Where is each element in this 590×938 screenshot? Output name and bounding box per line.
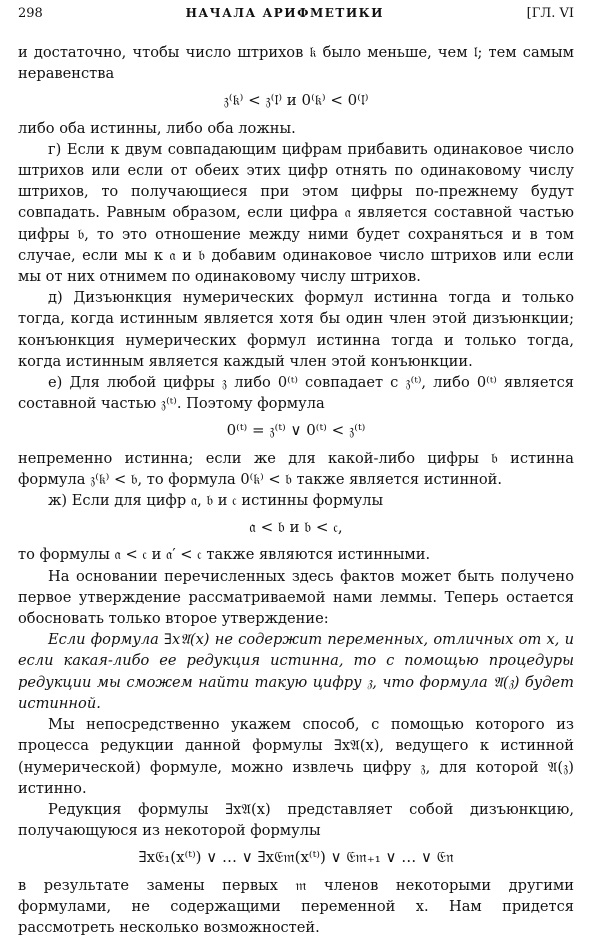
- paragraph: Мы непосредственно укажем способ, с помощью которого из процесса редукции данной формулы ∃x𝔄(x), ведущего к истинной (нумерической) формуле, можно извлечь цифру 𝔷, для которой 𝔄(𝔷) истинно.: [18, 716, 574, 797]
- page: [18, 6, 574, 938]
- paragraph: либо оба истинны, либо оба ложны.: [18, 119, 296, 137]
- paragraph: На основании перечисленных здесь фактов может быть получено первое утверждение рассматриваемой нами леммы. Теперь остается обосновать только второе утверждение:: [18, 567, 574, 628]
- paragraph: непременно истинна; если же для какой-либо цифры 𝔟 истинна формула 𝔷⁽𝔨⁾ < 𝔟, то формула 0⁽𝔨⁾ < 𝔟 также является истинной.: [18, 449, 574, 488]
- formula: 𝔷⁽𝔨⁾ < 𝔷⁽𝔩⁾ и 0⁽𝔨⁾ < 0⁽𝔩⁾: [223, 91, 369, 110]
- paragraph: и достаточно, чтобы число штрихов 𝔨 было меньше, чем 𝔩; тем самым неравенства: [18, 44, 574, 83]
- paragraph: ж) Если для цифр 𝔞, 𝔟 и 𝔠 истинны формулы: [48, 492, 384, 510]
- page-number: 298: [18, 6, 43, 21]
- paragraph: то формулы 𝔞 < 𝔠 и 𝔞′ < 𝔠 также являются истинными.: [18, 546, 431, 564]
- paragraph: Редукция формулы ∃x𝔄(x) представляет собой дизъюнкцию, получающуюся из некоторой формулы: [18, 800, 574, 840]
- paragraph: в результате замены первых 𝔪 членов некоторыми другими формулами, не содержащими переменной x. Нам придется рассмотреть несколько возможностей.: [18, 876, 574, 936]
- running-title: НАЧАЛА АРИФМЕТИКИ: [185, 6, 384, 20]
- paragraph: г) Если к двум совпадающим цифрам прибавить одинаковое число штрихов или если от обеих этих цифр отнять по одинаковому числу штрихов, то получающиеся при этом цифры по-прежнему будут совпадать. Равным образом, если цифра 𝔞 является составной частью цифры 𝔟, то это отношение между ними будет сохраняться и в том случае, если мы к 𝔞 и 𝔟 добавим одинаковое число штрихов или если мы от них отнимем по одинаковому числу штрихов.: [18, 140, 574, 286]
- formula: 𝔞 < 𝔟 и 𝔟 < 𝔠,: [249, 518, 343, 537]
- formula: ∃x𝔈₁(x⁽ᵗ⁾) ∨ … ∨ ∃x𝔈𝔪(x⁽ᵗ⁾) ∨ 𝔈𝔪₊₁ ∨ … ∨ 𝔈𝔫: [138, 848, 454, 867]
- paragraph: е) Для любой цифры 𝔷 либо 0⁽ᵗ⁾ совпадает с 𝔷⁽ᵗ⁾, либо 0⁽ᵗ⁾ является составной частью 𝔷⁽ᵗ⁾. Поэтому формула: [18, 374, 574, 413]
- chapter-label: [ГЛ. VI: [526, 6, 574, 21]
- paragraph: д) Дизъюнкция нумерических формул истинна тогда и только тогда, когда истинным является хотя бы один член этой дизъюнкции; конъюнкция нумерических формул истинна тогда и только тогда, когда истинным является каждый член этой конъюнкции.: [18, 289, 574, 370]
- running-header: [18, 6, 574, 28]
- page-body: [18, 42, 574, 938]
- lemma-statement: Если формула ∃x𝔄(x) не содержит переменных, отличных от x, и если какая-либо ее редукция истинна, то с помощью процедуры редукции мы сможем найти такую цифру 𝔷, что формула 𝔄(𝔷) будет истинной.: [18, 631, 574, 712]
- formula: 0⁽ᵗ⁾ = 𝔷⁽ᵗ⁾ ∨ 0⁽ᵗ⁾ < 𝔷⁽ᵗ⁾: [226, 421, 366, 440]
